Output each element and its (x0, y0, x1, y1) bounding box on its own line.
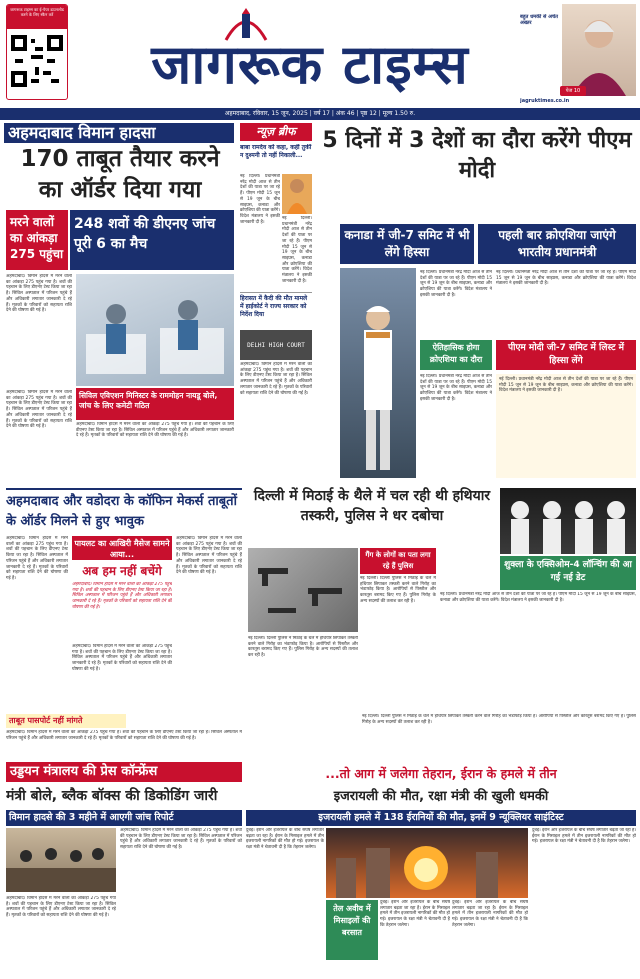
brief-item2-title: हिरासत में कैदी की मौत मामले में हाईकोर्ट ने राज्य सरकार को निर्देश दिया (240, 292, 312, 328)
modi-body-2: नई दिल्ली। प्रधानमंत्री नरेंद्र मोदी आज से तीन देशों की यात्रा पर जा रहे हैं। पीएम मोदी 15 जून से 19 जून के बीच साइप्रस, कनाडा और क्रोएशिया की यात्रा करेंगे। विदेश मंत्रालय ने इसकी जानकारी दी है। (496, 270, 636, 287)
masthead-title: जागरूक टाइम्स (151, 32, 469, 96)
shukla-caption: शुक्ला के एक्सिओम-4 लॉन्चिंग की आ गई नई डेट (500, 556, 636, 590)
aviation-body-1: अहमदाबाद। विमान हादसे में मरने वालों का आंकड़ा 275 पहुंच गया है। शवों की पहचान के लिए डीएनए टेस्ट किया जा रहा है। सिविल अस्पताल में परिजन पहुंचे हैं और अधिकारी लगातार जानकारी दे रहे हैं। मृतकों के परिवारों को सहायता राशि देने की घोषणा की गई है। (120, 828, 242, 851)
quote-body: अहमदाबाद। विमान हादसे में मरने वालों का आंकड़ा 275 पहुंच गया है। शवों की पहचान के लिए डीएनए टेस्ट किया जा रहा है। सिविल अस्पताल में परिजन पहुंचे हैं और अधिकारी लगातार जानकारी दे रहे हैं। मृतकों के परिवारों को सहायता राशि देने की घोषणा की गई है। (72, 582, 172, 610)
delhi-callout: गैंग के लोगों का पता लगा रहे हैं पुलिस (360, 548, 436, 574)
modi-sub-3: ऐतिहासिक होगा क्रोएशिया का दौरा (420, 340, 492, 370)
modi-sub-4: पीएम मोदी जी-7 समिट में लिस्ट में हिस्सा लेंगे (496, 340, 636, 370)
coffin-body-4: अहमदाबाद। विमान हादसे में मरने वालों का आंकड़ा 275 पहुंच गया है। शवों की पहचान के लिए डीएनए टेस्ट किया जा रहा है। सिविल अस्पताल में परिजन पहुंचे हैं और अधिकारी लगातार जानकारी दे रहे हैं। मृतकों के परिवारों को सहायता राशि देने की घोषणा की गई है। (72, 644, 172, 672)
qr-box (6, 4, 68, 100)
page-badge: पेज 10 (560, 86, 586, 96)
ahmedabad-body-3: अहमदाबाद। विमान हादसे में मरने वालों का आंकड़ा 275 पहुंच गया है। शवों की पहचान के लिए डीएनए टेस्ट किया जा रहा है। सिविल अस्पताल में परिजन पहुंचे हैं और अधिकारी लगातार जानकारी दे रहे हैं। मृतकों के परिवारों को सहायता राशि देने की घोषणा की गई है। (76, 422, 234, 439)
court-sign: DELHI HIGH COURT (247, 342, 305, 349)
modi-sub-1: कनाडा में जी-7 समिट में भी लेंगे हिस्सा (340, 224, 474, 264)
ahmedabad-body-2: अहमदाबाद। विमान हादसे में मरने वालों का आंकड़ा 275 पहुंच गया है। शवों की पहचान के लिए डीएनए टेस्ट किया जा रहा है। सिविल अस्पताल में परिजन पहुंचे हैं और अधिकारी लगातार जानकारी दे रहे हैं। मृतकों के परिवारों को सहायता राशि देने की घोषणा की गई है। (6, 390, 72, 430)
ahmedabad-headline: 170 ताबूत तैयार करने का ऑर्डर दिया गया (20, 146, 220, 203)
modi-body-3: नई दिल्ली। प्रधानमंत्री नरेंद्र मोदी आज से तीन देशों की यात्रा पर जा रहे हैं। पीएम मोदी 15 जून से 19 जून के बीच साइप्रस, कनाडा और क्रोएशिया की यात्रा करेंगे। विदेश मंत्रालय ने इसकी जानकारी दी है। (420, 374, 492, 402)
aviation-headline: मंत्री बोले, ब्लैक बॉक्स की डिकोडिंग जारी (6, 788, 218, 804)
modi-sub-2: पहली बार क्रोएशिया जाएंगे भारतीय प्रधानमंत्री (478, 224, 636, 264)
visit-caption: सिविल एविएशन मिनिस्टर के राममोहन नायडू बोले, जांच के लिए कमेटी गठित (76, 388, 234, 420)
quote-title: पायलट का आखिरी मैसेज सामने आया... (72, 536, 172, 560)
iran-body-2: दुबई। ईरान और इजरायल के बीच संघर्ष लगातार बढ़ता जा रहा है। ईरान के मिसाइल हमले में तीन इजरायली नागरिकों की मौत हो गई। इजरायल के रक्षा मंत्री ने चेतावनी दी है कि तेहरान जलेगा। (380, 900, 450, 928)
coffin-headline: अहमदाबाद और वडोदरा के कॉफिन मेकर्स ताबूतों के ऑर्डर मिलने से हुए भावुक (6, 488, 242, 532)
iran-sub: इजरायली हमले में 138 ईरानियों की मौत, इनमें 9 न्यूक्लियर साइंटिस्ट (246, 810, 636, 826)
tel-aviv-photo (326, 828, 528, 898)
news-brief-label: न्यूज़ ब्रीफ (240, 123, 312, 141)
coffin-body-2: अहमदाबाद। विमान हादसे में मरने वालों का आंकड़ा 275 पहुंच गया है। शवों की पहचान के लिए डीएनए टेस्ट किया जा रहा है। सिविल अस्पताल में परिजन पहुंचे हैं और अधिकारी लगातार जानकारी दे रहे हैं। मृतकों के परिवारों को सहायता राशि देने की घोषणा की गई है। (176, 536, 242, 576)
aviation-body-2: अहमदाबाद। विमान हादसे में मरने वालों का आंकड़ा 275 पहुंच गया है। शवों की पहचान के लिए डीएनए टेस्ट किया जा रहा है। सिविल अस्पताल में परिजन पहुंचे हैं और अधिकारी लगातार जानकारी दे रहे हैं। मृतकों के परिवारों को सहायता राशि देने की घोषणा की गई है। (6, 896, 116, 919)
aviation-sub: विमान हादसे की 3 महीने में आएगी जांच रिपोर्ट (6, 810, 242, 826)
date-line (0, 108, 640, 120)
quote-big: अब हम नहीं बचेंगे (82, 564, 162, 578)
coffin-body-3: अहमदाबाद। विमान हादसे में मरने वालों का आंकड़ा 275 पहुंच गया है। शवों की पहचान के लिए डीएनए टेस्ट किया जा रहा है। सिविल अस्पताल में परिजन पहुंचे हैं और अधिकारी लगातार जानकारी दे रहे हैं। मृतकों के परिवारों को सहायता राशि देने की घोषणा की गई है। (6, 730, 242, 741)
press-photo (6, 828, 116, 892)
iran-body-3: दुबई। ईरान और इजरायल के बीच संघर्ष लगातार बढ़ता जा रहा है। ईरान के मिसाइल हमले में तीन इजरायली नागरिकों की मौत हो गई। इजरायल के रक्षा मंत्री ने चेतावनी दी है कि तेहरान जलेगा। (452, 900, 528, 928)
delhi-headline: दिल्ली में मिठाई के थैले में चल रही थी हथियार तस्करी, पुलिस ने धर दबोचा (253, 488, 491, 524)
modi-photo (340, 268, 416, 478)
iran-headline-2: इजरायली की मौत, रक्षा मंत्री की खुली धमकी (333, 789, 549, 804)
weapons-photo (248, 548, 358, 632)
delhi-body-1: नई दिल्ली। दिल्ली पुलिस ने मिठाई के थैले में हथियार छिपाकर तस्करी करने वाले गिरोह का भंडाफोड़ किया है। आरोपियों से पिस्तौल और कारतूस बरामद किए गए हैं। पुलिस गिरोह के अन्य सदस्यों की तलाश कर रही है। (360, 576, 436, 604)
modi-body-4: नई दिल्ली। प्रधानमंत्री नरेंद्र मोदी आज से तीन देशों की यात्रा पर जा रहे हैं। पीएम मोदी 15 जून से 19 जून के बीच साइप्रस, कनाडा और क्रोएशिया की यात्रा करेंगे। विदेश मंत्रालय ने इसकी जानकारी दी है। (496, 374, 636, 478)
qr-caption: जागरूक टाइम्स का ई-पेपर डाउनलोड करने के लिए स्कैन करें (7, 5, 67, 29)
aviation-section: उड्डयन मंत्रालय की प्रेस कॉन्फ्रेंस (6, 762, 242, 782)
iran-body-4: दुबई। ईरान और इजरायल के बीच संघर्ष लगातार बढ़ता जा रहा है। ईरान के मिसाइल हमले में तीन इजरायली नागरिकों की मौत हो गई। इजरायल के रक्षा मंत्री ने चेतावनी दी है कि तेहरान जलेगा। (532, 828, 636, 845)
iran-headline-1: ...तो आग में जलेगा तेहरान, ईरान के हमले में तीन (325, 766, 557, 781)
qr-code-icon (11, 35, 63, 87)
byline: बहुत धमकी से अचेत अख्तर (520, 14, 559, 27)
coffin-body-1: अहमदाबाद। विमान हादसे में मरने वालों का आंकड़ा 275 पहुंच गया है। शवों की पहचान के लिए डीएनए टेस्ट किया जा रहा है। सिविल अस्पताल में परिजन पहुंचे हैं और अधिकारी लगातार जानकारी दे रहे हैं। मृतकों के परिवारों को सहायता राशि देने की घोषणा की गई है। (6, 536, 68, 582)
modi-body-1: नई दिल्ली। प्रधानमंत्री नरेंद्र मोदी आज से तीन देशों की यात्रा पर जा रहे हैं। पीएम मोदी 15 जून से 19 जून के बीच साइप्रस, कनाडा और क्रोएशिया की यात्रा करेंगे। विदेश मंत्रालय ने इसकी जानकारी दी है। (420, 270, 492, 298)
brief-body-2: अहमदाबाद। विमान हादसे में मरने वालों का आंकड़ा 275 पहुंच गया है। शवों की पहचान के लिए डीएनए टेस्ट किया जा रहा है। सिविल अस्पताल में परिजन पहुंचे हैं और अधिकारी लगातार जानकारी दे रहे हैं। मृतकों के परिवारों को सहायता राशि देने की घोषणा की गई है। (240, 362, 312, 396)
ramdev-photo (282, 174, 312, 214)
brief-item-title: बाबा रामदेव को कहा, कहीं तुर्की न दुश्मनी तो नहीं निकाली... (240, 144, 312, 159)
website[interactable]: jagruktimes.co.in (520, 98, 570, 104)
modi-headline: 5 दिनों में 3 देशों का दौरा करेंगे पीएम मोदी (322, 128, 632, 183)
court-photo (240, 330, 312, 360)
hospital-photo (76, 274, 234, 386)
delhi-body-3: नई दिल्ली। दिल्ली पुलिस ने मिठाई के थैले में हथियार छिपाकर तस्करी करने वाले गिरोह का भंडाफोड़ किया है। आरोपियों से पिस्तौल और कारतूस बरामद किए गए हैं। पुलिस गिरोह के अन्य सदस्यों की तलाश कर रही है। (362, 714, 636, 725)
portrait-photo (562, 4, 636, 96)
delhi-body-2: नई दिल्ली। दिल्ली पुलिस ने मिठाई के थैले में हथियार छिपाकर तस्करी करने वाले गिरोह का भंडाफोड़ किया है। आरोपियों से पिस्तौल और कारतूस बरामद किए गए हैं। पुलिस गिरोह के अन्य सदस्यों की तलाश कर रही है। (248, 636, 358, 659)
shukla-body: नई दिल्ली। प्रधानमंत्री नरेंद्र मोदी आज से तीन देशों की यात्रा पर जा रहे हैं। पीएम मोदी 15 जून से 19 जून के बीच साइप्रस, कनाडा और क्रोएशिया की यात्रा करेंगे। विदेश मंत्रालय ने इसकी जानकारी दी है। (440, 592, 636, 603)
date-line-text: अहमदाबाद, रविवार, 15 जून, 2025 | वर्ष 17 | अंक 46 | पृष्ठ 12 | मूल्य 1.50 रु. (224, 110, 416, 117)
iran-body-1: दुबई। ईरान और इजरायल के बीच संघर्ष लगातार बढ़ता जा रहा है। ईरान के मिसाइल हमले में तीन इजरायली नागरिकों की मौत हो गई। इजरायल के रक्षा मंत्री ने चेतावनी दी है कि तेहरान जलेगा। (246, 828, 324, 851)
astronauts-photo (500, 488, 636, 554)
iran-tag: तेल अवीव में मिसाइलों की बरसात (326, 900, 378, 960)
dna-headline: 248 शवों की डीएनए जांच पूरी 6 का मैच (70, 210, 234, 270)
brief-body-1: नई दिल्ली। प्रधानमंत्री नरेंद्र मोदी आज से तीन देशों की यात्रा पर जा रहे हैं। पीएम मोदी 15 जून से 19 जून के बीच साइप्रस, कनाडा और क्रोएशिया की यात्रा करेंगे। विदेश मंत्रालय ने इसकी जानकारी दी है। (240, 174, 280, 225)
death-count-box: मरने वालों का आंकड़ा 275 पहुंचा (6, 210, 68, 270)
ahmedabad-body: अहमदाबाद। विमान हादसे में मरने वालों का आंकड़ा 275 पहुंच गया है। शवों की पहचान के लिए डीएनए टेस्ट किया जा रहा है। सिविल अस्पताल में परिजन पहुंचे हैं और अधिकारी लगातार जानकारी दे रहे हैं। मृतकों के परिवारों को सहायता राशि देने की घोषणा की गई है। (6, 274, 72, 314)
section-ahmedabad: अहमदाबाद विमान हादसा (4, 123, 234, 143)
passport-line: ताबूत पासपोर्ट नहीं मांगते (6, 714, 126, 728)
brief-body-1b: नई दिल्ली। प्रधानमंत्री नरेंद्र मोदी आज से तीन देशों की यात्रा पर जा रहे हैं। पीएम मोदी 15 जून से 19 जून के बीच साइप्रस, कनाडा और क्रोएशिया की यात्रा करेंगे। विदेश मंत्रालय ने इसकी जानकारी दी है। (282, 216, 312, 284)
